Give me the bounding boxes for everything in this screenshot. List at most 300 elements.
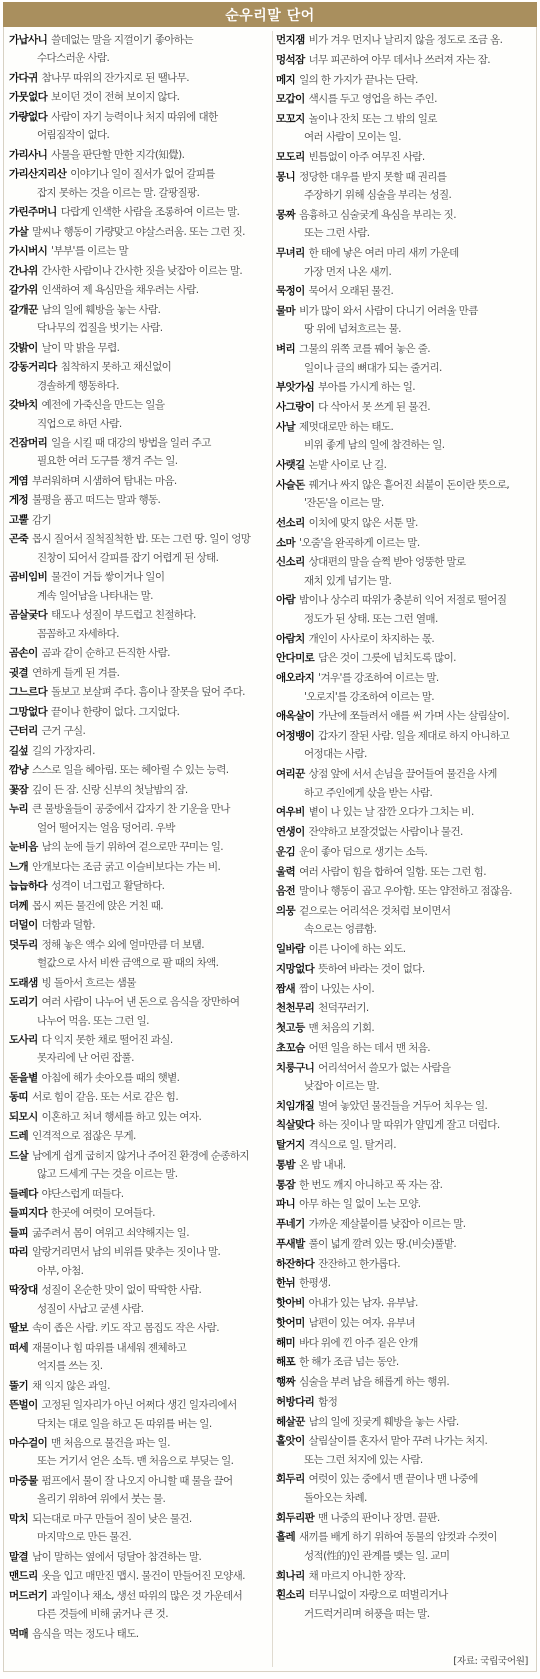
entry-definition: 고정된 일자리가 아닌 어쩌다 생긴 일자리에서 xyxy=(41,1399,237,1412)
entry-definition: 사물을 판단할 만한 지각(知覺). xyxy=(51,148,185,161)
entry-first-line xyxy=(276,282,538,300)
list-item xyxy=(276,1432,538,1469)
entry-first-line xyxy=(9,993,271,1011)
entry-first-line xyxy=(276,514,538,532)
entry-term: 파니 xyxy=(276,1198,296,1211)
entry-first-line xyxy=(9,1319,271,1337)
entry-first-line xyxy=(276,823,538,841)
entry-first-line xyxy=(9,281,271,299)
entry-definition: 올리기 위하여 위에서 붓는 물. xyxy=(37,1493,166,1506)
list-item xyxy=(276,418,538,455)
list-item xyxy=(276,1294,538,1312)
entry-first-line xyxy=(276,1274,538,1292)
entry-first-line xyxy=(9,1204,271,1222)
list-item xyxy=(276,765,538,802)
entry-first-line xyxy=(276,1136,538,1154)
entry-definition: 여러 사람이 나누어 낸 돈으로 음식을 장만하여 xyxy=(41,996,240,1009)
list-item xyxy=(276,727,538,764)
entry-first-line xyxy=(9,877,271,895)
entry-first-line xyxy=(276,1314,538,1332)
entry-term: 곰비임비 xyxy=(9,571,48,584)
list-item xyxy=(276,553,538,590)
entry-first-line xyxy=(9,1281,271,1299)
entry-definition: 겉으로는 어리석은 것처럼 보이면서 xyxy=(299,904,451,917)
entry-definition: 하고 주인에게 삯을 받는 사람. xyxy=(304,786,433,799)
entry-term: 치룽구니 xyxy=(276,1061,315,1074)
entry-first-line xyxy=(9,936,271,954)
list-item xyxy=(9,358,271,395)
entry-term: 애옥살이 xyxy=(276,710,315,723)
list-item xyxy=(276,1019,538,1037)
list-item xyxy=(276,1156,538,1174)
entry-first-line xyxy=(276,1373,538,1391)
entry-term: 울력 xyxy=(276,865,296,878)
entry-continuation-line xyxy=(9,549,271,567)
entry-definition: 다 익지 못한 채로 떨어진 과실. xyxy=(41,1034,173,1046)
entry-term: 통밤 xyxy=(276,1158,296,1171)
list-item xyxy=(9,1510,271,1547)
entry-term: 도래샘 xyxy=(9,976,38,989)
list-item xyxy=(9,396,271,433)
list-item xyxy=(9,1281,271,1318)
entry-definition: 맨 나중의 판이나 장면. 끝판. xyxy=(318,1511,440,1524)
entry-term: 느개 xyxy=(9,860,29,873)
entry-definition: 짬이 나있는 사이. xyxy=(299,982,375,995)
entry-definition: 말이나 행동이 곱고 우아함. 또는 얌전하고 점잖음. xyxy=(299,885,512,898)
entry-first-line xyxy=(276,999,538,1017)
list-item xyxy=(9,606,271,643)
list-item xyxy=(9,1069,271,1087)
list-item xyxy=(9,568,271,605)
entry-continuation-line xyxy=(9,1049,271,1067)
list-item xyxy=(9,1587,271,1624)
entry-term: 뚤기 xyxy=(9,1379,29,1392)
list-item xyxy=(276,1567,538,1585)
entry-definition: 운이 좋아 덤으로 생기는 소득. xyxy=(299,845,428,858)
entry-term: 물마 xyxy=(276,305,296,317)
list-item xyxy=(9,1147,271,1184)
entry-first-line xyxy=(276,863,538,881)
entry-first-line xyxy=(276,980,538,998)
entry-first-line xyxy=(9,606,271,624)
entry-term: 모꼬지 xyxy=(276,113,305,125)
list-item xyxy=(9,838,271,856)
list-item xyxy=(9,511,271,529)
entry-first-line xyxy=(9,491,271,509)
entry-term: 통잠 xyxy=(276,1178,296,1191)
entry-definition: 또는 그런 처지에 있는 사람. xyxy=(304,1453,423,1466)
entry-first-line xyxy=(9,781,271,799)
entry-first-line xyxy=(276,71,538,89)
entry-definition: 정해 놓은 액수 외에 얼마만큼 더 보탬. xyxy=(41,938,204,951)
entry-first-line xyxy=(276,843,538,861)
entry-first-line xyxy=(276,456,538,474)
entry-term: 드살 xyxy=(9,1149,29,1162)
entry-definition: 경솔하게 행동하다. xyxy=(37,379,119,392)
entry-term: 게염 xyxy=(9,474,29,487)
entry-definition: 아무 하는 일 없이 노는 모양. xyxy=(299,1198,421,1211)
list-item xyxy=(276,1528,538,1565)
entry-term: 허방다리 xyxy=(276,1395,315,1408)
entry-definition: 못자리에 난 어린 잡풀. xyxy=(37,1052,134,1065)
entry-definition: 재물이나 힘 따위를 내세워 젠체하고 xyxy=(32,1341,187,1354)
entry-definition: 남편이 있는 여자. 유부녀 xyxy=(308,1316,416,1329)
entry-definition: 성격이 너그럽고 활달하다. xyxy=(51,880,165,893)
entry-continuation-line xyxy=(276,359,538,377)
entry-definition: 계속 일어남을 나타내는 말. xyxy=(37,589,153,602)
entry-first-line xyxy=(9,1224,271,1242)
entry-definition: 다 삭아서 못 쓰게 된 물건. xyxy=(318,401,431,413)
entry-definition: '잔돈'을 이르는 말. xyxy=(304,497,384,510)
entry-definition: 부아를 가시게 하는 일. xyxy=(318,381,416,394)
entry-first-line xyxy=(9,146,271,164)
entry-definition: 한 태에 낳은 여러 마리 새끼 가운데 xyxy=(308,247,459,260)
entry-definition: 이른 나이에 하는 외도. xyxy=(308,943,406,956)
entry-first-line xyxy=(9,1434,271,1452)
list-item xyxy=(276,960,538,978)
entry-term: 희나리 xyxy=(276,1569,305,1582)
list-item xyxy=(9,858,271,876)
list-item xyxy=(276,514,538,532)
list-item xyxy=(276,206,538,243)
entry-definition: 재치 있게 넘기는 말. xyxy=(304,574,392,587)
entry-first-line xyxy=(9,1147,271,1165)
list-item xyxy=(276,1255,538,1273)
list-item xyxy=(276,649,538,667)
entry-definition: 일의 한 가지가 끝나는 단락. xyxy=(299,73,418,86)
entry-definition: 알랑거리면서 남의 비위를 맞추는 짓이나 말. xyxy=(32,1246,221,1259)
list-item xyxy=(276,902,538,939)
list-item xyxy=(9,491,271,509)
list-item xyxy=(276,1373,538,1391)
list-item xyxy=(9,1185,271,1203)
entry-first-line xyxy=(276,1413,538,1431)
entry-term: 여리꾼 xyxy=(276,768,305,781)
entry-first-line xyxy=(9,664,271,682)
entry-first-line xyxy=(9,358,271,376)
entry-term: 말결 xyxy=(9,1550,29,1563)
entry-term: 해미 xyxy=(276,1336,296,1349)
list-item xyxy=(276,1334,538,1352)
entry-definition: 제멋대로만 하는 태도. xyxy=(299,420,394,433)
entry-definition: 채 마르지 아니한 장작. xyxy=(308,1569,406,1582)
entry-definition: 남이 말하는 옆에서 덩달아 참견하는 말. xyxy=(32,1550,202,1563)
entry-first-line xyxy=(9,31,271,49)
entry-term: 여우비 xyxy=(276,806,305,819)
list-item xyxy=(9,31,271,68)
entry-term: 막치 xyxy=(9,1512,29,1525)
entry-first-line xyxy=(9,1567,271,1585)
entry-first-line xyxy=(9,1548,271,1566)
entry-definition: '겨우'를 강조하여 이르는 말. xyxy=(318,672,439,685)
entry-definition: 스스로 일을 헤아림. 또는 헤아릴 수 있는 능력. xyxy=(32,764,229,777)
entry-definition: 닥치는 대로 일을 하고 돈 따위를 버는 일. xyxy=(37,1417,212,1430)
entry-continuation-line xyxy=(276,224,538,242)
entry-continuation-line xyxy=(9,1415,271,1433)
entry-term: 가량없다 xyxy=(9,110,48,123)
entry-definition: 천덕꾸러기. xyxy=(318,1002,369,1015)
list-item xyxy=(276,1314,538,1332)
entry-definition: 맨 처음의 기회. xyxy=(308,1022,375,1035)
entry-definition: 이야기나 일이 질서가 없어 갈피를 xyxy=(70,168,215,181)
entry-term: 사슬돈 xyxy=(276,478,305,491)
entry-continuation-line xyxy=(276,688,538,706)
entry-term: 안다미로 xyxy=(276,652,315,665)
entry-first-line xyxy=(276,1116,538,1134)
entry-definition: 되는대로 마구 만들어 질이 낮은 물건. xyxy=(32,1512,192,1525)
entry-continuation-line xyxy=(9,1165,271,1183)
entry-definition: 비가 겨우 먼지나 날리지 않을 정도로 조금 옴. xyxy=(308,34,503,46)
entry-term: 떠세 xyxy=(9,1341,29,1354)
entry-term: 홀앗이 xyxy=(276,1435,305,1448)
entry-term: 딸보 xyxy=(9,1322,29,1335)
list-item xyxy=(9,1243,271,1280)
entry-definition: 야단스럽게 떠들다. xyxy=(41,1187,124,1200)
list-item xyxy=(9,877,271,895)
entry-continuation-line xyxy=(9,415,271,433)
entry-definition: 근거 구실. xyxy=(41,725,86,738)
entry-first-line xyxy=(276,1255,538,1273)
list-item xyxy=(276,340,538,377)
entry-first-line xyxy=(9,434,271,452)
entry-first-line xyxy=(276,1393,538,1411)
list-item xyxy=(9,1108,271,1126)
list-item xyxy=(276,1353,538,1371)
entry-first-line xyxy=(9,396,271,414)
entry-continuation-line xyxy=(276,263,538,281)
entry-term: 따리 xyxy=(9,1246,29,1259)
entry-first-line xyxy=(9,88,271,106)
entry-definition: 성적(性的)인 관계를 맺는 일. 교미 xyxy=(304,1549,450,1562)
entry-definition: 필요한 여러 도구를 챙겨 주는 일. xyxy=(37,455,178,468)
entry-term: 몽니 xyxy=(276,170,296,183)
entry-first-line xyxy=(9,69,271,87)
entry-term: 들피 xyxy=(9,1226,29,1239)
list-item xyxy=(276,1215,538,1233)
entry-first-line xyxy=(9,1472,271,1490)
entry-term: 푸네기 xyxy=(276,1218,305,1231)
entry-term: 탈거지 xyxy=(276,1139,305,1152)
entry-first-line xyxy=(276,1509,538,1527)
entry-first-line xyxy=(276,1156,538,1174)
entry-term: 모갑이 xyxy=(276,93,305,106)
list-item xyxy=(276,1586,538,1623)
list-item xyxy=(9,1127,271,1145)
entry-first-line xyxy=(9,203,271,221)
entry-first-line xyxy=(276,168,538,186)
entry-first-line xyxy=(9,1031,271,1049)
entry-definition: 거드럭거리며 허풍을 떠는 말. xyxy=(304,1607,430,1620)
entry-first-line xyxy=(9,742,271,760)
entry-definition: 진창이 되어서 갈피를 잡기 어렵게 된 상태. xyxy=(37,551,219,564)
entry-definition: 보이던 것이 전혀 보이지 않다. xyxy=(51,91,180,104)
list-item xyxy=(276,1176,538,1194)
entry-definition: 어떤 일을 하는 데서 맨 처음. xyxy=(308,1041,431,1054)
entry-term: 건잠머리 xyxy=(9,437,48,449)
entry-definition: 상점 앞에 서서 손님을 끌어들여 물건을 사게 xyxy=(308,768,497,781)
entry-continuation-line xyxy=(9,625,271,643)
entry-first-line xyxy=(9,223,271,241)
entry-term: 아람 xyxy=(276,594,296,607)
entry-continuation-line xyxy=(9,1528,271,1546)
entry-definition: 맨 처음으로 물건을 파는 일. xyxy=(51,1437,170,1449)
entry-continuation-line xyxy=(9,319,271,337)
entry-first-line xyxy=(276,727,538,745)
entry-definition: 몹시 찌든 물건에 앉은 거친 때. xyxy=(32,899,164,912)
entry-term: 먼지잼 xyxy=(276,34,305,46)
list-item xyxy=(276,378,538,396)
entry-term: 맨드리 xyxy=(9,1570,38,1583)
entry-term: 도사리 xyxy=(9,1034,38,1046)
entry-continuation-line xyxy=(276,128,538,146)
entry-definition: 속으로는 엉큼함. xyxy=(304,923,377,936)
entry-definition: 온 밤 내내. xyxy=(299,1158,346,1171)
entry-term: 짬새 xyxy=(276,982,296,995)
list-item xyxy=(9,974,271,992)
entry-definition: 이치에 맞지 않은 서툰 말. xyxy=(308,516,418,529)
entry-definition: 얼어 떨어지는 얼음 덩어리. 우박 xyxy=(37,821,175,834)
entry-term: 돋을볕 xyxy=(9,1071,38,1084)
entry-definition: 남의 눈에 들기 위하여 겉으로만 꾸미는 일. xyxy=(41,841,224,854)
entry-first-line xyxy=(276,1039,538,1057)
entry-term: 초꼬슴 xyxy=(276,1041,305,1054)
entry-term: 간나위 xyxy=(9,264,38,277)
entry-term: 더덜이 xyxy=(9,919,38,932)
entry-term: 아람치 xyxy=(276,632,305,645)
entry-definition: 속이 좁은 사람. 키도 작고 몸집도 작은 사람. xyxy=(32,1322,219,1335)
entry-first-line xyxy=(9,761,271,779)
entry-first-line xyxy=(276,649,538,667)
entry-first-line xyxy=(9,1127,271,1145)
entry-definition: 어정대는 사람. xyxy=(304,748,367,761)
entry-definition: 연하게 들게 된 겨를. xyxy=(32,666,120,679)
entry-first-line xyxy=(276,591,538,609)
list-item xyxy=(9,223,271,241)
entry-definition: '오로지'를 강조하여 이르는 말. xyxy=(304,690,435,703)
entry-definition: 간사한 사람이나 간사한 짓을 낮잡아 이르는 말. xyxy=(41,264,243,277)
entry-definition: 돌아오는 차례. xyxy=(304,1491,367,1504)
page-title: 순우리말 단어 xyxy=(3,2,537,27)
entry-first-line xyxy=(276,1235,538,1253)
entry-continuation-line xyxy=(276,494,538,512)
entry-first-line xyxy=(276,1586,538,1604)
entry-first-line xyxy=(276,31,538,49)
entry-term: 멍석잠 xyxy=(276,53,305,66)
entry-first-line xyxy=(276,244,538,262)
entry-definition: 잡지 못하는 것을 이르는 말. 갈팡질팡. xyxy=(37,186,200,199)
entry-first-line xyxy=(276,1353,538,1371)
entry-term: 연생이 xyxy=(276,826,305,838)
list-item xyxy=(276,110,538,147)
entry-continuation-line xyxy=(9,1490,271,1508)
entry-term: 운김 xyxy=(276,845,296,858)
entry-term: 게정 xyxy=(9,494,29,507)
entry-term: 사랫길 xyxy=(276,458,305,471)
list-item xyxy=(9,242,271,260)
entry-definition: 음식을 먹는 정도나 태도. xyxy=(32,1627,139,1640)
entry-definition: 말씨나 행동이 가량맞고 야살스러움. 또는 그런 짓. xyxy=(32,225,245,238)
entry-first-line xyxy=(9,858,271,876)
entry-definition: 길의 가장자리. xyxy=(32,744,95,757)
entry-definition: 개인이 사사로이 차지하는 몫. xyxy=(308,632,435,645)
entry-term: 천천무리 xyxy=(276,1002,315,1015)
entry-first-line xyxy=(276,1059,538,1077)
entry-definition: 태도나 성질이 부드럽고 친절하다. xyxy=(51,609,196,622)
entry-first-line xyxy=(9,916,271,934)
entry-term: 사그랑이 xyxy=(276,401,315,413)
entry-first-line xyxy=(276,1432,538,1450)
entry-term: 그망없다 xyxy=(9,705,48,718)
entry-continuation-line xyxy=(276,784,538,802)
entry-term: 딱장대 xyxy=(9,1284,38,1297)
list-item xyxy=(9,146,271,164)
list-item xyxy=(9,1625,271,1643)
entry-term: 갓밝이 xyxy=(9,341,38,354)
entry-definition: 아침에 해가 솟아오를 때의 햇볕. xyxy=(41,1071,180,1084)
entry-term: 되모시 xyxy=(9,1110,38,1123)
list-item xyxy=(9,644,271,662)
entry-definition: 옷을 입고 매만진 맵시. 물건이 만들어진 모양새. xyxy=(41,1570,245,1583)
entry-definition: 불평을 품고 떠드는 말과 행동. xyxy=(32,494,161,507)
entry-term: 길섶 xyxy=(9,744,29,757)
entry-continuation-line xyxy=(9,184,271,202)
list-item xyxy=(276,398,538,416)
entry-definition: 볕이 나 있는 날 잠깐 오다가 그치는 비. xyxy=(308,806,474,819)
entry-definition: 굶주려서 몸이 여위고 쇠약해지는 일. xyxy=(32,1226,189,1239)
entry-definition: 한평생. xyxy=(299,1277,331,1290)
entry-term: 지망없다 xyxy=(276,962,315,975)
entry-first-line xyxy=(276,476,538,494)
entry-definition: 인색하여 제 욕심만을 채우려는 사람. xyxy=(41,284,199,297)
entry-continuation-line xyxy=(9,1012,271,1030)
entry-continuation-line xyxy=(9,377,271,395)
entry-first-line xyxy=(9,242,271,260)
list-item xyxy=(276,1116,538,1134)
entry-term: 근터리 xyxy=(9,725,38,738)
entry-definition: 감기 xyxy=(32,513,52,526)
entry-first-line xyxy=(276,1334,538,1352)
entry-first-line xyxy=(9,1625,271,1643)
entry-first-line xyxy=(276,1176,538,1194)
list-item xyxy=(276,1509,538,1527)
entry-definition: 여러 사람이 모이는 일. xyxy=(304,131,401,144)
list-item xyxy=(9,703,271,721)
entry-continuation-line xyxy=(276,920,538,938)
entry-term: 몽짜 xyxy=(276,209,296,221)
entry-term: 동띠 xyxy=(9,1091,29,1104)
entry-definition: 사람이 자기 능력이나 처지 따위에 대한 xyxy=(51,110,218,123)
list-item xyxy=(9,993,271,1030)
entry-continuation-line xyxy=(276,1077,538,1095)
list-item xyxy=(9,781,271,799)
entry-first-line xyxy=(276,51,538,69)
entry-term: 한뉘 xyxy=(276,1277,296,1290)
entry-term: 가살 xyxy=(9,225,29,238)
entry-first-line xyxy=(276,378,538,396)
entry-definition: 빈틈없이 아주 여무진 사람. xyxy=(308,151,425,164)
list-item xyxy=(9,1204,271,1222)
entry-term: 회두리 xyxy=(276,1473,305,1486)
entry-first-line xyxy=(9,530,271,548)
list-item xyxy=(9,761,271,779)
entry-definition: 큰 물방울들이 공중에서 갑자기 찬 기운을 만나 xyxy=(32,803,230,816)
entry-definition: 정도가 된 상태. 또는 그런 열매. xyxy=(304,612,438,625)
list-item xyxy=(9,69,271,87)
list-item xyxy=(9,1396,271,1433)
entry-first-line xyxy=(276,148,538,166)
entry-definition: 돌보고 보살펴 주다. 흠이나 잘못을 덮어 주다. xyxy=(51,686,245,699)
entry-term: 도리기 xyxy=(9,996,38,1009)
